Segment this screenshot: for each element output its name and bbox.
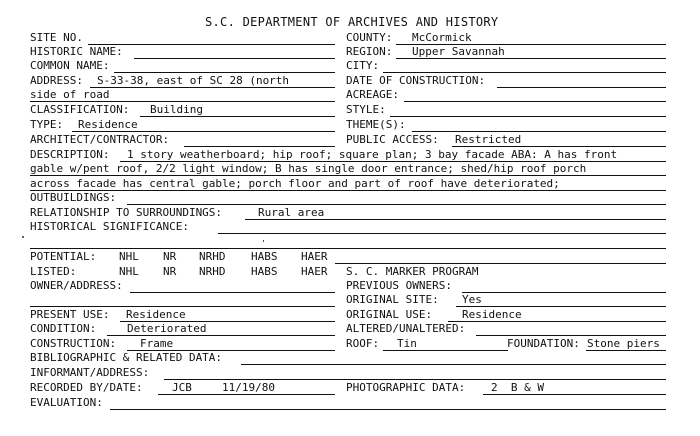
foundation-value: Stone piers	[587, 337, 660, 350]
potential-nhl: NHL	[119, 250, 139, 263]
scan-speck	[263, 240, 264, 242]
construction-label: CONSTRUCTION:	[30, 337, 117, 350]
recorded-by-value: JCB	[172, 381, 192, 394]
marker-program-label: S. C. MARKER PROGRAM	[346, 265, 479, 278]
public-access-line	[452, 146, 666, 147]
foundation-line	[586, 350, 666, 351]
listed-nrhd: NRHD	[199, 265, 226, 278]
classification-value: Building	[150, 103, 203, 116]
region-line	[396, 58, 666, 59]
photographic-data-line	[483, 394, 666, 395]
original-use-label: ORIGINAL USE:	[346, 308, 433, 321]
description-line-3: across facade has central gable; porch floor and part of roof have deteriorated;	[30, 177, 560, 190]
type-value: Residence	[78, 118, 138, 131]
original-site-line	[456, 306, 666, 307]
original-use-line	[448, 321, 666, 322]
classification-label: CLASSIFICATION:	[30, 103, 130, 116]
original-site-label: ORIGINAL SITE:	[346, 293, 439, 306]
bibliographic-line	[241, 364, 666, 365]
outbuildings-line	[127, 204, 666, 205]
common-name-label: COMMON NAME:	[30, 59, 110, 72]
listed-haer: HAER	[301, 265, 328, 278]
description-rule-3	[30, 190, 666, 191]
themes-line	[412, 131, 666, 132]
listed-label: LISTED:	[30, 265, 77, 278]
date-of-construction-line	[497, 87, 666, 88]
previous-owners-label: PREVIOUS OWNERS:	[346, 279, 452, 292]
acreage-line	[404, 101, 666, 102]
historic-name-label: HISTORIC NAME:	[30, 45, 123, 58]
evaluation-line	[110, 409, 666, 410]
foundation-label: FOUNDATION:	[507, 337, 580, 350]
blank-line-1	[30, 248, 666, 249]
type-label: TYPE:	[30, 118, 64, 131]
recorded-by-date-label: RECORDED BY/DATE:	[30, 381, 143, 394]
informant-label: INFORMANT/ADDRESS:	[30, 366, 150, 379]
informant-line	[164, 379, 666, 380]
relationship-line	[245, 219, 666, 220]
style-label: STYLE:	[346, 103, 386, 116]
form-title: S.C. DEPARTMENT OF ARCHIVES AND HISTORY	[205, 15, 499, 29]
evaluation-label: EVALUATION:	[30, 396, 103, 409]
present-use-value: Residence	[126, 308, 186, 321]
potential-label: POTENTIAL:	[30, 250, 97, 263]
acreage-label: ACREAGE:	[346, 88, 399, 101]
themes-label: THEME(S):	[346, 118, 406, 131]
condition-label: CONDITION:	[30, 322, 97, 335]
altered-unaltered-line	[476, 335, 666, 336]
city-line	[383, 72, 666, 73]
county-value: McCormick	[412, 31, 472, 44]
classification-line	[140, 116, 335, 117]
public-access-value: Restricted	[455, 133, 522, 146]
potential-haer: HAER	[301, 250, 328, 263]
roof-value: Tin	[397, 337, 417, 350]
date-of-construction-label: DATE OF CONSTRUCTION:	[346, 74, 486, 87]
present-use-label: PRESENT USE:	[30, 308, 110, 321]
description-line-2: gable w/pent roof, 2/2 light window; B has single door entrance; shed/hip roof porch	[30, 162, 587, 175]
region-value: Upper Savannah	[412, 45, 505, 58]
altered-unaltered-label: ALTERED/UNALTERED:	[346, 322, 466, 335]
owner-address-line-2	[30, 306, 335, 307]
photographic-data-label: PHOTOGRAPHIC DATA:	[346, 381, 466, 394]
common-name-line	[114, 72, 335, 73]
bibliographic-label: BIBLIOGRAPHIC & RELATED DATA:	[30, 351, 223, 364]
region-label: REGION:	[346, 45, 393, 58]
roof-line	[383, 350, 508, 351]
historical-significance-line	[218, 233, 666, 234]
listed-nhl: NHL	[119, 265, 139, 278]
potential-nrhd: NRHD	[199, 250, 226, 263]
architect-line	[184, 146, 335, 147]
potential-habs: HABS	[251, 250, 278, 263]
original-site-value: Yes	[462, 293, 482, 306]
city-label: CITY:	[346, 59, 380, 72]
style-line	[390, 116, 666, 117]
condition-line	[107, 335, 335, 336]
type-line	[72, 131, 335, 132]
scan-speck	[22, 236, 24, 238]
address-line-1	[90, 87, 335, 88]
owner-address-line	[130, 292, 335, 293]
photographic-data-value: 2 B & W	[491, 381, 544, 394]
recorded-date-value: 11/19/80	[222, 381, 275, 394]
previous-owners-line	[462, 292, 666, 293]
recorded-by-line	[158, 394, 335, 395]
owner-address-label: OWNER/ADDRESS:	[30, 279, 123, 292]
condition-value: Deteriorated	[127, 322, 207, 335]
address-value-2: side of road	[30, 88, 110, 101]
address-value-1: S-33-38, east of SC 28 (north	[97, 74, 290, 87]
outbuildings-label: OUTBUILDINGS:	[30, 191, 117, 204]
description-label: DESCRIPTION:	[30, 148, 110, 161]
description-rule-2	[30, 175, 666, 176]
historic-name-line	[134, 58, 335, 59]
relationship-value: Rural area	[258, 206, 325, 219]
historical-significance-label: HISTORICAL SIGNIFICANCE:	[30, 220, 189, 233]
address-label: ADDRESS:	[30, 74, 83, 87]
listed-nr: NR	[163, 265, 177, 278]
original-use-value: Residence	[462, 308, 522, 321]
potential-nr: NR	[163, 250, 177, 263]
site-no-label: SITE NO.	[30, 31, 83, 44]
roof-label: ROOF:	[346, 337, 380, 350]
address-line-2	[30, 101, 335, 102]
county-label: COUNTY:	[346, 31, 393, 44]
listed-habs: HABS	[251, 265, 278, 278]
construction-value: Frame	[140, 337, 174, 350]
architect-label: ARCHITECT/CONTRACTOR:	[30, 133, 170, 146]
public-access-label: PUBLIC ACCESS:	[346, 133, 439, 146]
site-no-line	[88, 44, 335, 45]
description-line-1: 1 story weatherboard; hip roof; square plan; 3 bay facade ABA: A has front	[127, 148, 618, 161]
relationship-label: RELATIONSHIP TO SURROUNDINGS:	[30, 206, 223, 219]
blank-line-2	[335, 263, 666, 264]
